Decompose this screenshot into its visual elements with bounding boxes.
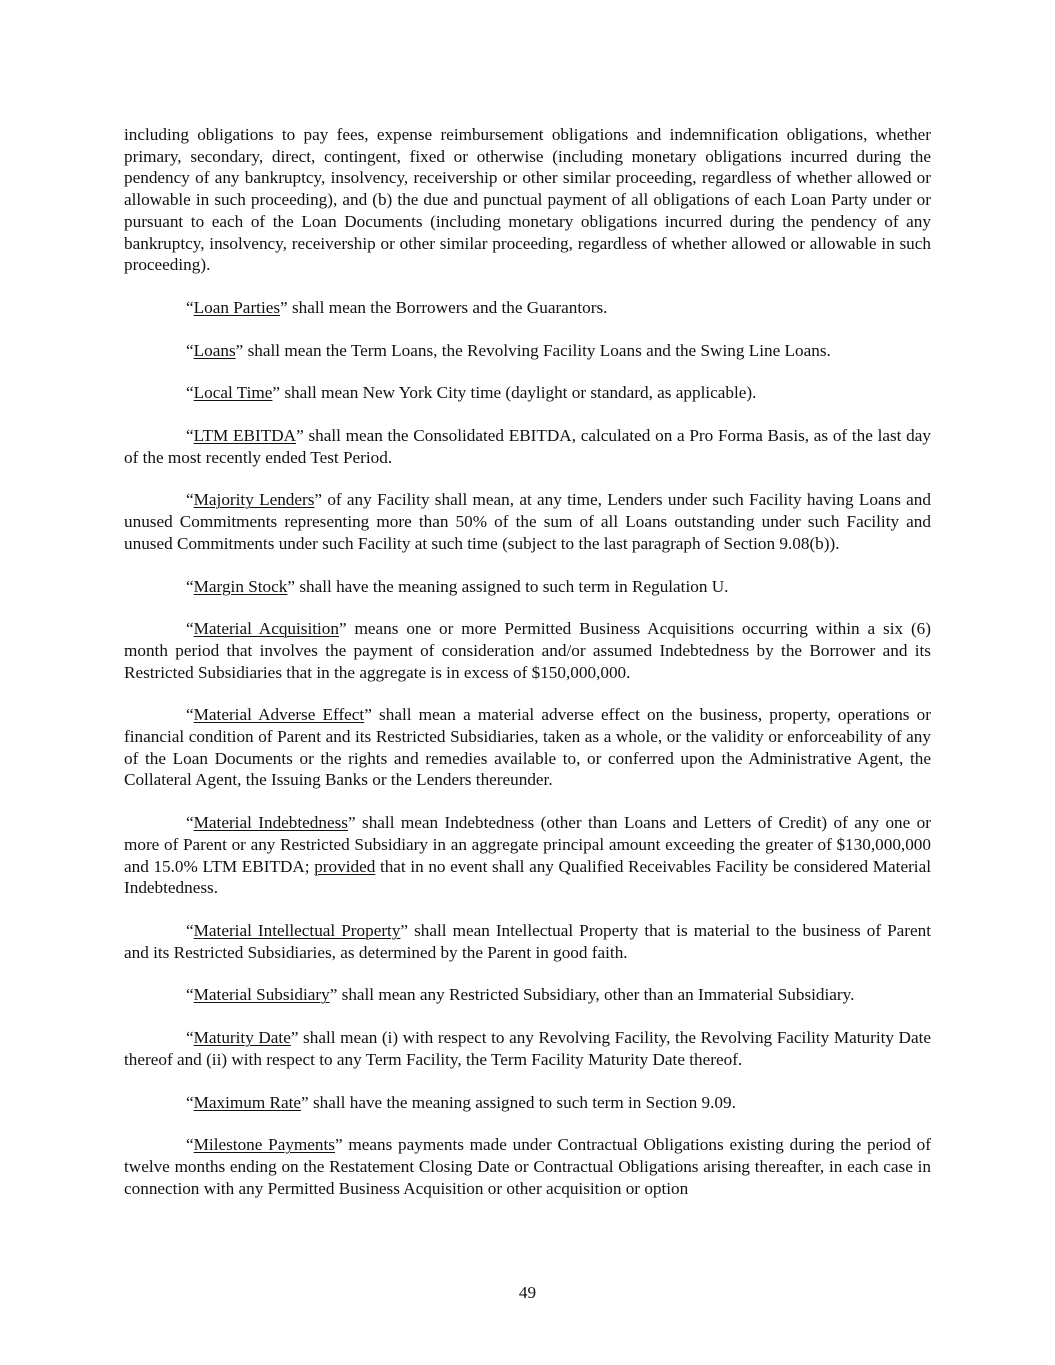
definition-material-indebtedness: “Material Indebtedness” shall mean Indebtedness (other than Loans and Letters of Credit) of any one or more of Parent or any Restricted Subsidiary in an aggregate principal amount exceeding the greater of $130,000,000 and 15.0% LTM EBITDA; provided that in no event shall any Qualified Receivables Facility be considered Material Indebtedness.: [124, 813, 931, 898]
definition-text: shall mean the Borrowers and the Guarantors.: [287, 297, 608, 317]
defined-term: Maturity Date: [193, 1028, 291, 1048]
defined-term: Material Subsidiary: [193, 985, 330, 1005]
definition-text: shall have the meaning assigned to such term in Section 9.09.: [308, 1092, 736, 1112]
defined-term: Material Indebtedness: [193, 813, 348, 833]
document-page: [124, 124, 931, 1220]
definition-maximum-rate: “Maximum Rate” shall have the meaning assigned to such term in Section 9.09.: [186, 1092, 736, 1112]
defined-term: Material Adverse Effect: [193, 705, 365, 725]
defined-term: Margin Stock: [193, 576, 288, 596]
defined-term: Loan Parties: [193, 297, 281, 317]
definition-ltm-ebitda: “LTM EBITDA” shall mean the Consolidated EBITDA, calculated on a Pro Forma Basis, as of the last day of the most recently ended Test Period.: [124, 426, 931, 467]
definition-text: of any Facility shall mean, at any time, Lenders under such Facility having Loans and unused Commitments representing more than 50% of the sum of all Loans outstanding under such Facility and unused Commitments under such Facility at such time (subject to the last paragraph of Section 9.08(b)).: [124, 490, 931, 553]
definition-text: shall mean Intellectual Property that is material to the business of Parent and its Restricted Subsidiaries, as determined by the Parent in good faith.: [124, 920, 931, 962]
definition-text: shall mean Indebtedness (other than Loans and Letters of Credit) of any one or more of Parent or any Restricted Subsidiary in an aggregate principal amount exceeding the greater of $130,000,000 and 15.0% LTM EBITDA;: [124, 813, 931, 876]
continuation-paragraph: including obligations to pay fees, expense reimbursement obligations and indemnification obligations, whether primary, secondary, direct, contingent, fixed or otherwise (including monetary obligations incurred during the pendency of any bankruptcy, insolvency, receivership or other similar proceeding, regardless of whether allowed or allowable in such proceeding), and (b) the due and punctual payment of all obligations of each Loan Party under or pursuant to each of the Loan Documents (including monetary obligations incurred during the pendency of any bankruptcy, insolvency, receivership or other similar proceeding, regardless of whether allowed or allowable in such proceeding).: [124, 125, 931, 275]
defined-term: Milestone Payments: [193, 1135, 335, 1155]
definition-text: shall mean (i) with respect to any Revolving Facility, the Revolving Facility Maturity Date thereof and (ii) with respect to any Term Facility, the Term Facility Maturity Date thereof.: [124, 1028, 932, 1069]
defined-term: Local Time: [193, 383, 273, 403]
definition-milestone-payments: “Milestone Payments” means payments made under Contractual Obligations existing during the period of twelve months ending on the Restatement Closing Date or Contractual Obligations arising thereafter, in each case in connection with any Permitted Business Acquisition or other acquisition or option: [124, 1135, 931, 1198]
provided-term: provided: [314, 856, 376, 876]
defined-term: Material Acquisition: [193, 619, 339, 639]
definition-loans: “Loans” shall mean the Term Loans, the Revolving Facility Loans and the Swing Line Loans.: [186, 340, 831, 360]
definition-loan-parties: “Loan Parties” shall mean the Borrowers and the Guarantors.: [186, 297, 608, 317]
defined-term: Majority Lenders: [193, 490, 315, 510]
defined-term: Material Intellectual Property: [193, 920, 401, 940]
definition-text: shall mean the Term Loans, the Revolving Facility Loans and the Swing Line Loans.: [243, 340, 831, 360]
definition-material-acquisition: “Material Acquisition” means one or more Permitted Business Acquisitions occurring within a six (6) month period that involves the payment of consideration and/or assumed Indebtedness by the Borrower and its Restricted Subsidiaries that in the aggregate is in excess of $150,000,000.: [124, 619, 931, 682]
page-number: 49: [518, 1283, 537, 1302]
definition-text: shall mean a material adverse effect on the business, property, operations or financial condition of Parent and its Restricted Subsidiaries, taken as a whole, or the validity or enforceability of any of the Loan Documents or the rights and remedies available to, or conferred upon the Administrative Agent, the Collateral Agent, the Issuing Banks or the Lenders thereunder.: [124, 705, 931, 790]
definition-maturity-date: “Maturity Date” shall mean (i) with respect to any Revolving Facility, the Revolving Facility Maturity Date thereof and (ii) with respect to any Term Facility, the Term Facility Maturity Date thereof.: [124, 1028, 932, 1069]
definition-local-time: “Local Time” shall mean New York City time (daylight or standard, as applicable).: [186, 383, 757, 403]
definition-text: shall mean the Consolidated EBITDA, calculated on a Pro Forma Basis, as of the last day of the most recently ended Test Period.: [124, 426, 931, 467]
definition-majority-lenders: “Majority Lenders” of any Facility shall mean, at any time, Lenders under such Facility having Loans and unused Commitments representing more than 50% of the sum of all Loans outstanding under such Facility and unused Commitments under such Facility at such time (subject to the last paragraph of Section 9.08(b)).: [124, 490, 931, 553]
definition-text: means payments made under Contractual Obligations existing during the period of twelve months ending on the Restatement Closing Date or Contractual Obligations arising thereafter, in each case in connection with any Permitted Business Acquisition or other acquisition or option: [124, 1135, 931, 1198]
definition-margin-stock: “Margin Stock” shall have the meaning assigned to such term in Regulation U.: [186, 576, 729, 596]
defined-term: LTM EBITDA: [193, 426, 297, 446]
definition-material-subsidiary: “Material Subsidiary” shall mean any Restricted Subsidiary, other than an Immaterial Subsidiary.: [186, 985, 855, 1005]
definition-text: shall mean any Restricted Subsidiary, other than an Immaterial Subsidiary.: [337, 985, 855, 1005]
defined-term: Loans: [193, 340, 236, 360]
definition-text: means one or more Permitted Business Acquisitions occurring within a six (6) month period that involves the payment of consideration and/or assumed Indebtedness by the Borrower and its Restricted Subsidiaries that in the aggregate is in excess of $150,000,000.: [124, 619, 931, 682]
definition-material-adverse-effect: “Material Adverse Effect” shall mean a material adverse effect on the business, property, operations or financial condition of Parent and its Restricted Subsidiaries, taken as a whole, or the validity or enforceability of any of the Loan Documents or the rights and remedies available to, or conferred upon the Administrative Agent, the Collateral Agent, the Issuing Banks or the Lenders thereunder.: [124, 705, 931, 790]
definition-text-tail: that in no event shall any Qualified Receivables Facility be considered Material Indebtedness.: [124, 856, 931, 898]
definition-material-intellectual-property: “Material Intellectual Property” shall mean Intellectual Property that is material to the business of Parent and its Restricted Subsidiaries, as determined by the Parent in good faith.: [124, 920, 931, 962]
definition-text: shall have the meaning assigned to such term in Regulation U.: [295, 576, 729, 596]
defined-term: Maximum Rate: [193, 1092, 302, 1112]
definition-text: shall mean New York City time (daylight or standard, as applicable).: [280, 383, 757, 403]
